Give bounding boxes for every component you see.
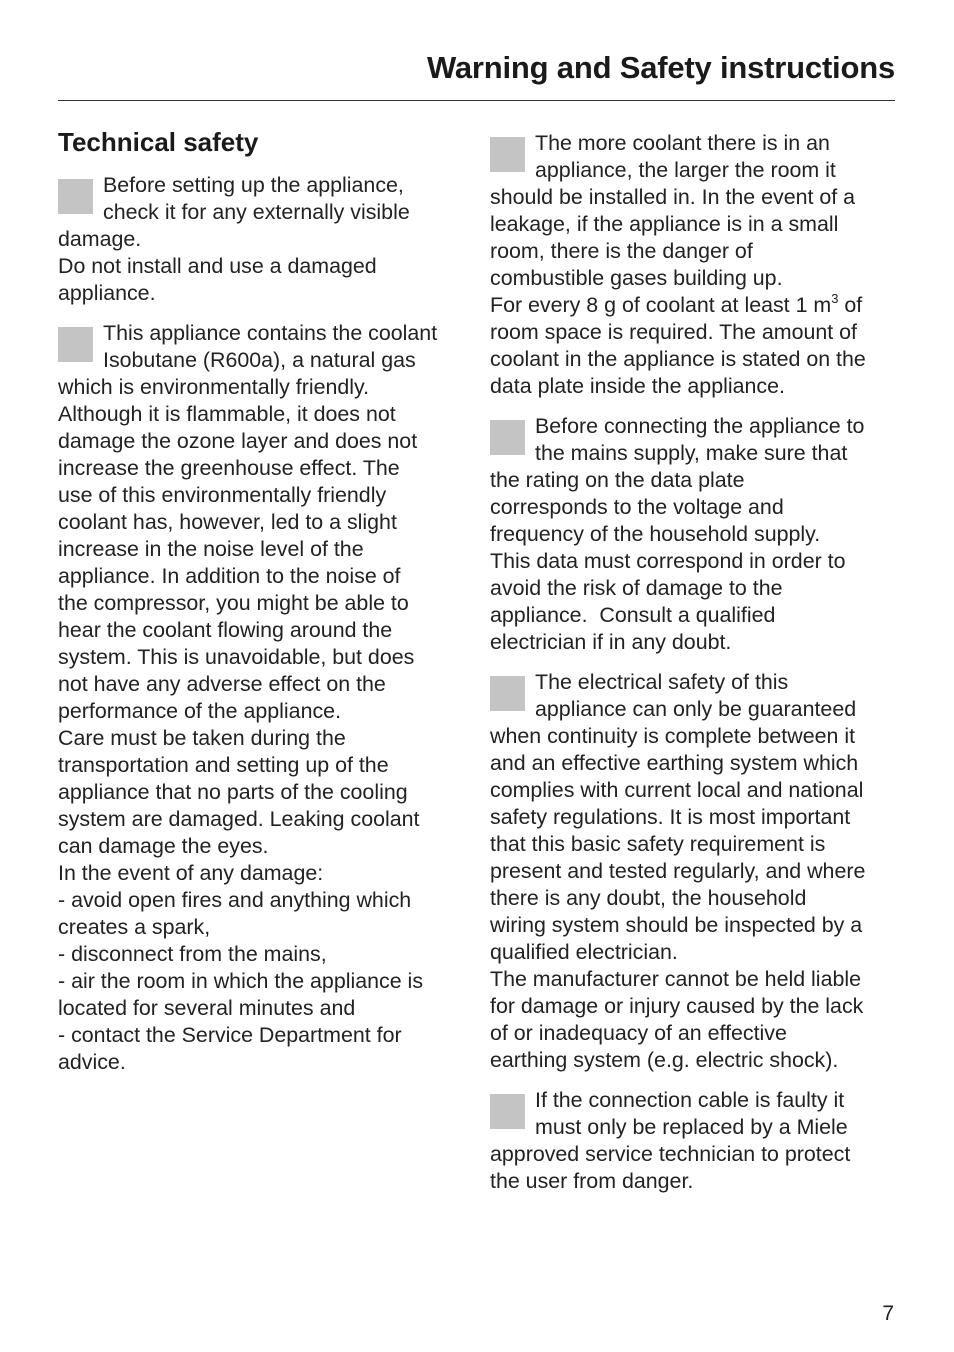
text-line: located for several minutes and bbox=[58, 996, 356, 1020]
text-fragment: of bbox=[838, 293, 863, 317]
text-line: should be installed in. In the event of a bbox=[490, 185, 856, 209]
text-line: coolant in the appliance is stated on the bbox=[490, 347, 866, 371]
text-line: and an effective earthing system which bbox=[490, 751, 859, 775]
safety-note-coolant bbox=[58, 320, 466, 1076]
text-line: electrician if in any doubt. bbox=[490, 630, 732, 654]
text-line: leakage, if the appliance is in a small bbox=[490, 212, 839, 236]
superscript: 3 bbox=[831, 291, 839, 306]
bullet-square-icon bbox=[490, 137, 525, 172]
text-line: which is environmentally friendly. bbox=[58, 375, 370, 399]
text-line: the user from danger. bbox=[490, 1169, 694, 1193]
text-line: This appliance contains the coolant bbox=[103, 321, 438, 345]
bullet-square-icon bbox=[58, 179, 93, 214]
text-line: there is any doubt, the household bbox=[490, 886, 807, 910]
page-header-title: Warning and Safety instructions bbox=[426, 50, 895, 85]
text-line: appliance. In addition to the noise of bbox=[58, 564, 401, 588]
text-line: performance of the appliance. bbox=[58, 699, 342, 723]
bullet-square-icon bbox=[490, 676, 525, 711]
text-line: wiring system should be inspected by a bbox=[490, 913, 863, 937]
page-number: 7 bbox=[882, 1302, 894, 1325]
right-column bbox=[490, 130, 898, 1208]
bullet-square-icon bbox=[490, 420, 525, 455]
text-line: transportation and setting up of the bbox=[58, 753, 389, 777]
text-line: use of this environmentally friendly bbox=[58, 483, 387, 507]
text-line: avoid the risk of damage to the bbox=[490, 576, 783, 600]
text-line: qualified electrician. bbox=[490, 940, 678, 964]
text-line: - disconnect from the mains, bbox=[58, 942, 327, 966]
text-line: - air the room in which the appliance is bbox=[58, 969, 424, 993]
text-line: the rating on the data plate bbox=[490, 468, 745, 492]
text-line: In the event of any damage: bbox=[58, 861, 324, 885]
text-line: Isobutane (R600a), a natural gas bbox=[103, 348, 416, 372]
safety-note-damage-check bbox=[58, 172, 466, 307]
text-line: increase the greenhouse effect. The bbox=[58, 456, 400, 480]
text-line: creates a spark, bbox=[58, 915, 211, 939]
text-line: Before setting up the appliance, bbox=[103, 173, 404, 197]
text-line: hear the coolant flowing around the bbox=[58, 618, 393, 642]
text-line: must only be replaced by a Miele bbox=[535, 1115, 848, 1139]
section-heading: Technical safety bbox=[58, 127, 259, 157]
text-line: If the connection cable is faulty it bbox=[535, 1088, 845, 1112]
text-line: the mains supply, make sure that bbox=[535, 441, 848, 465]
safety-note-earthing bbox=[490, 669, 898, 1074]
text-line: not have any adverse effect on the bbox=[58, 672, 386, 696]
text-line: of or inadequacy of an effective bbox=[490, 1021, 787, 1045]
text-line: advice. bbox=[58, 1050, 126, 1074]
text-line: Although it is flammable, it does not bbox=[58, 402, 396, 426]
text-line: - contact the Service Department for bbox=[58, 1023, 402, 1047]
text-line: when continuity is complete between it bbox=[490, 724, 856, 748]
safety-note-room-size bbox=[490, 130, 898, 400]
text-line: The electrical safety of this bbox=[535, 670, 789, 694]
text-line: complies with current local and national bbox=[490, 778, 864, 802]
text-line: appliance. bbox=[58, 281, 156, 305]
text-line: room, there is the danger of bbox=[490, 239, 753, 263]
text-fragment: For every 8 g of coolant at least 1 m bbox=[490, 293, 832, 317]
text-line: The manufacturer cannot be held liable bbox=[490, 967, 862, 991]
text-line: that this basic safety requirement is bbox=[490, 832, 826, 856]
bullet-square-icon bbox=[58, 327, 93, 362]
text-line: for damage or injury caused by the lack bbox=[490, 994, 864, 1018]
bullet-square-icon bbox=[490, 1094, 525, 1129]
text-line: damage. bbox=[58, 227, 142, 251]
text-line: room space is required. The amount of bbox=[490, 320, 858, 344]
text-line: combustible gases building up. bbox=[490, 266, 783, 290]
text-line: present and tested regularly, and where bbox=[490, 859, 866, 883]
safety-note-connection-cable bbox=[490, 1087, 898, 1195]
text-line: The more coolant there is in an bbox=[535, 131, 830, 155]
text-line: damage the ozone layer and does not bbox=[58, 429, 418, 453]
text-line: appliance. Consult a qualified bbox=[490, 603, 776, 627]
text-line: system. This is unavoidable, but does bbox=[58, 645, 415, 669]
text-line: check it for any externally visible bbox=[103, 200, 410, 224]
text-line: appliance can only be guaranteed bbox=[535, 697, 857, 721]
text-line: the compressor, you might be able to bbox=[58, 591, 409, 615]
text-line: increase in the noise level of the bbox=[58, 537, 364, 561]
text-line: Do not install and use a damaged bbox=[58, 254, 377, 278]
text-line: system are damaged. Leaking coolant bbox=[58, 807, 420, 831]
text-line: This data must correspond in order to bbox=[490, 549, 846, 573]
text-line-with-superscript bbox=[490, 292, 898, 319]
header-rule bbox=[58, 100, 895, 101]
text-line: corresponds to the voltage and bbox=[490, 495, 784, 519]
text-line: data plate inside the appliance. bbox=[490, 374, 785, 398]
text-line: earthing system (e.g. electric shock). bbox=[490, 1048, 839, 1072]
text-line: can damage the eyes. bbox=[58, 834, 269, 858]
text-line: safety regulations. It is most important bbox=[490, 805, 851, 829]
safety-note-mains-supply bbox=[490, 413, 898, 656]
left-column bbox=[58, 126, 466, 1089]
text-line: coolant has, however, led to a slight bbox=[58, 510, 397, 534]
text-line: frequency of the household supply. bbox=[490, 522, 821, 546]
text-line: Care must be taken during the bbox=[58, 726, 346, 750]
text-line: Before connecting the appliance to bbox=[535, 414, 865, 438]
text-line: approved service technician to protect bbox=[490, 1142, 851, 1166]
text-line: - avoid open fires and anything which bbox=[58, 888, 412, 912]
text-line: appliance, the larger the room it bbox=[535, 158, 836, 182]
text-line: appliance that no parts of the cooling bbox=[58, 780, 408, 804]
